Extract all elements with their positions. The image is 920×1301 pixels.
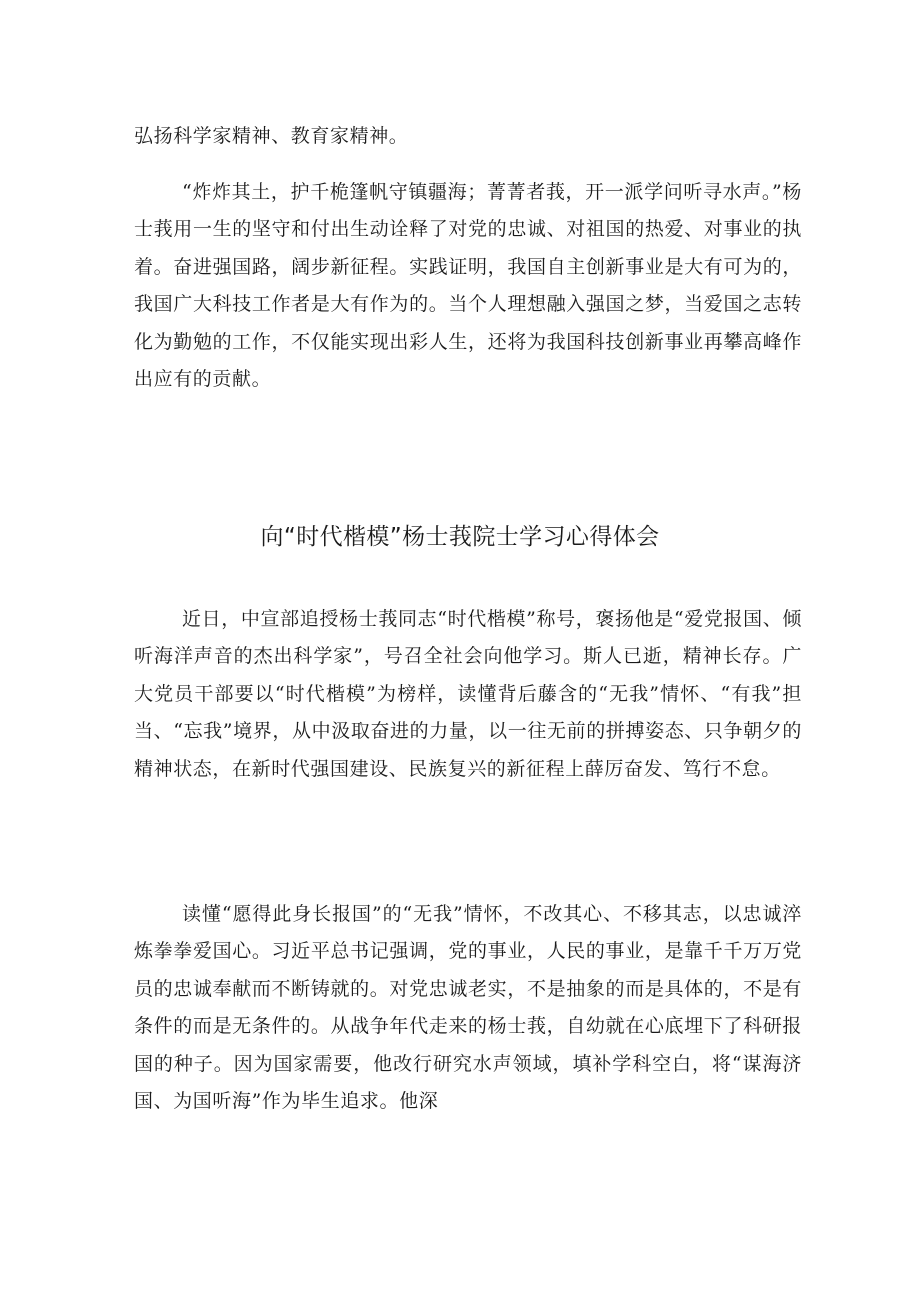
paragraph-body: 读懂“愿得此身长报国”的“无我”情怀，不改其心、不移其志，以忠诚淬炼拳拳爱国心。习近平总书记强调，党的事业，人民的事业，是靠千千万万党员的忠诚奉献而不断铸就的。对党忠诚老实，不是抽象的而是具体的，不是有条件的而是无条件的。从战争年代走来的杨士莪，自幼就在心底埋下了科研报国的种子。因为国家需要，他改行研究水声领域，填补学科空白，将“谋海济国、为国听海”作为毕生追求。他深 <box>134 903 802 1113</box>
paragraph-quote: “炸炸其土，护千桅篷帆守镇疆海；菁菁者莪，开一派学问听寻水声。”杨士莪用一生的坚守和付出生动诠释了对党的忠诚、对祖国的热爱、对事业的执着。奋进强国路，阔步新征程。实践证明，我国自主创新事业是大有可为的，我国广大科技工作者是大有作为的。当个人理想融入强国之梦，当爱国之志转化为勤勉的工作，不仅能实现出彩人生，还将为我国科技创新事业再攀高峰作出应有的贡献。 <box>134 181 802 391</box>
paragraph-continuation: 弘扬科学家精神、教育家精神。 <box>134 125 409 147</box>
article-title: 向“时代楷模”杨士莪院士学习心得体会 <box>260 524 660 550</box>
paragraph-intro: 近日，中宣部追授杨士莪同志“时代楷模”称号，褒扬他是“爱党报国、倾听海洋声音的杰出科学家”，号召全社会向他学习。斯人已逝，精神长存。广大党员干部要以“时代楷模”为榜样，读懂背后藤含的“无我”情怀、“有我”担当、“忘我”境界，从中汲取奋进的力量，以一往无前的拼搏姿态、只争朝夕的精神状态，在新时代强国建设、民族复兴的新征程上薛厉奋发、笃行不怠。 <box>134 608 802 780</box>
